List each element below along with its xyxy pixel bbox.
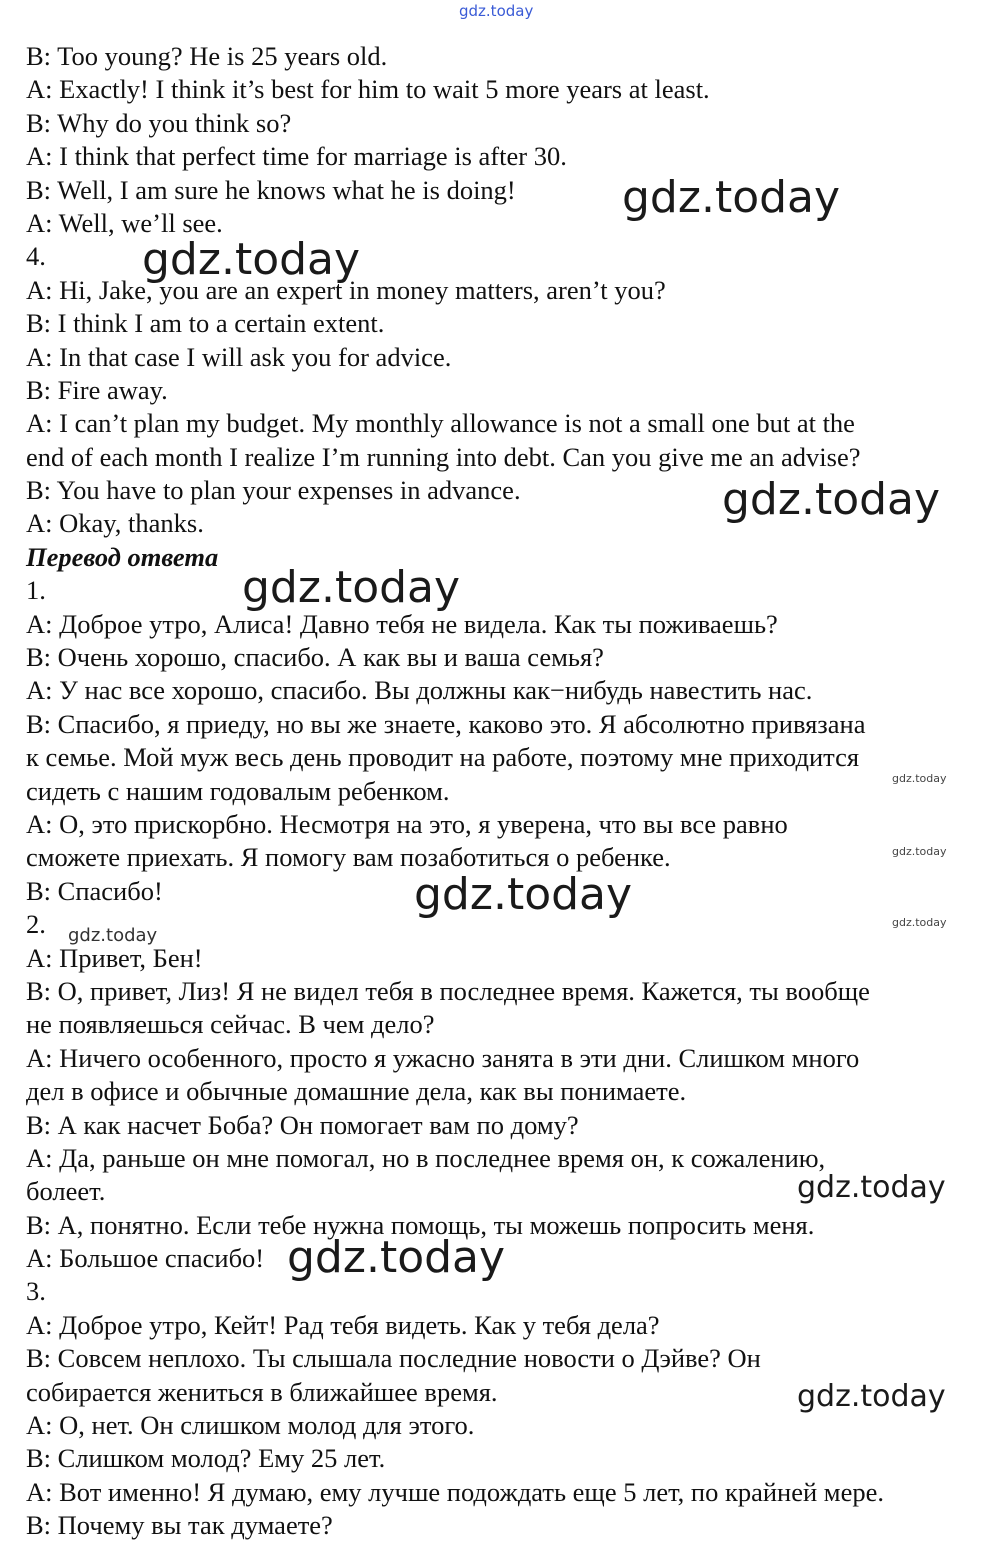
watermark-large: gdz.today bbox=[414, 869, 633, 920]
section-number: 3. bbox=[26, 1276, 46, 1307]
text-line: сидеть с нашим годовалым ребенком. bbox=[26, 775, 450, 806]
watermark-large: gdz.today bbox=[722, 474, 941, 525]
watermark-medium: gdz.today bbox=[797, 1170, 946, 1205]
section-number: 1. bbox=[26, 575, 46, 606]
text-line: A: Доброе утро, Кейт! Рад тебя видеть. Как у тебя дела? bbox=[26, 1309, 660, 1340]
section-number: 4. bbox=[26, 241, 46, 272]
text-line: A: I can’t plan my budget. My monthly allowance is not a small one but at the bbox=[26, 408, 855, 439]
text-line: A: Exactly! I think it’s best for him to wait 5 more years at least. bbox=[26, 74, 710, 105]
text-line: B: Почему вы так думаете? bbox=[26, 1510, 333, 1541]
text-line: B: Fire away. bbox=[26, 374, 168, 405]
watermark-top: gdz.today bbox=[459, 2, 534, 20]
text-line: болеет. bbox=[26, 1176, 106, 1207]
watermark-tiny: gdz.today bbox=[892, 916, 947, 929]
text-line: B: Слишком молод? Ему 25 лет. bbox=[26, 1443, 386, 1474]
text-line: B: Спасибо, я приеду, но вы же знаете, каково это. Я абсолютно привязана bbox=[26, 708, 866, 739]
watermark-tiny: gdz.today bbox=[892, 845, 947, 858]
watermark-medium: gdz.today bbox=[797, 1379, 946, 1414]
text-line: A: Привет, Бен! bbox=[26, 942, 203, 973]
text-line: не появляешься сейчас. В чем дело? bbox=[26, 1009, 435, 1040]
watermark-small: gdz.today bbox=[68, 925, 158, 946]
watermark-large: gdz.today bbox=[242, 562, 461, 613]
text-line: A: Hi, Jake, you are an expert in money matters, aren’t you? bbox=[26, 274, 666, 305]
text-line: B: О, привет, Лиз! Я не видел тебя в последнее время. Кажется, ты вообще bbox=[26, 975, 870, 1006]
text-line: B: А, понятно. Если тебе нужна помощь, ты можешь попросить меня. bbox=[26, 1209, 815, 1240]
text-line: B: Спасибо! bbox=[26, 875, 163, 906]
text-line: A: О, нет. Он слишком молод для этого. bbox=[26, 1410, 475, 1441]
watermark-large: gdz.today bbox=[287, 1232, 506, 1283]
text-line: B: А как насчет Боба? Он помогает вам по дому? bbox=[26, 1109, 579, 1140]
text-line: A: Большое спасибо! bbox=[26, 1243, 265, 1274]
text-line: A: Ничего особенного, просто я ужасно занята в эти дни. Слишком много bbox=[26, 1042, 860, 1073]
text-line: B: Why do you think so? bbox=[26, 107, 292, 138]
section-heading: Перевод ответа bbox=[26, 541, 219, 572]
text-line: B: Совсем неплохо. Ты слышала последние новости о Дэйве? Он bbox=[26, 1343, 761, 1374]
text-line: собирается жениться в ближайшее время. bbox=[26, 1376, 498, 1407]
text-line: A: Okay, thanks. bbox=[26, 508, 204, 539]
text-line: B: I think I am to a certain extent. bbox=[26, 308, 385, 339]
text-line: A: Да, раньше он мне помогал, но в последнее время он, к сожалению, bbox=[26, 1142, 826, 1173]
text-line: A: О, это прискорбно. Несмотря на это, я уверена, что вы все равно bbox=[26, 808, 788, 839]
text-line: A: I think that perfect time for marriage is after 30. bbox=[26, 141, 567, 172]
section-number: 2. bbox=[26, 909, 46, 940]
text-line: A: Well, we’ll see. bbox=[26, 207, 223, 238]
text-line: B: You have to plan your expenses in advance. bbox=[26, 475, 521, 506]
text-line: B: Well, I am sure he knows what he is doing! bbox=[26, 174, 516, 205]
text-line: B: Очень хорошо, спасибо. А как вы и ваша семья? bbox=[26, 642, 604, 673]
text-line: дел в офисе и обычные домашние дела, как вы понимаете. bbox=[26, 1076, 687, 1107]
text-line: сможете приехать. Я помогу вам позаботиться о ребенке. bbox=[26, 842, 671, 873]
watermark-large: gdz.today bbox=[142, 234, 361, 285]
text-line: A: У нас все хорошо, спасибо. Вы должны как−нибудь навестить нас. bbox=[26, 675, 813, 706]
text-line: A: Доброе утро, Алиса! Давно тебя не видела. Как ты поживаешь? bbox=[26, 608, 778, 639]
text-line: A: Вот именно! Я думаю, ему лучше подождать еще 5 лет, по крайней мере. bbox=[26, 1476, 884, 1507]
watermark-large: gdz.today bbox=[622, 172, 841, 223]
document-body bbox=[26, 40, 981, 1543]
text-line: B: Too young? He is 25 years old. bbox=[26, 41, 388, 71]
watermark-tiny: gdz.today bbox=[892, 772, 947, 785]
text-line: A: In that case I will ask you for advice. bbox=[26, 341, 452, 372]
text-line: к семье. Мой муж весь день проводит на работе, поэтому мне приходится bbox=[26, 742, 860, 773]
text-line: end of each month I realize I’m running into debt. Can you give me an advise? bbox=[26, 441, 861, 472]
